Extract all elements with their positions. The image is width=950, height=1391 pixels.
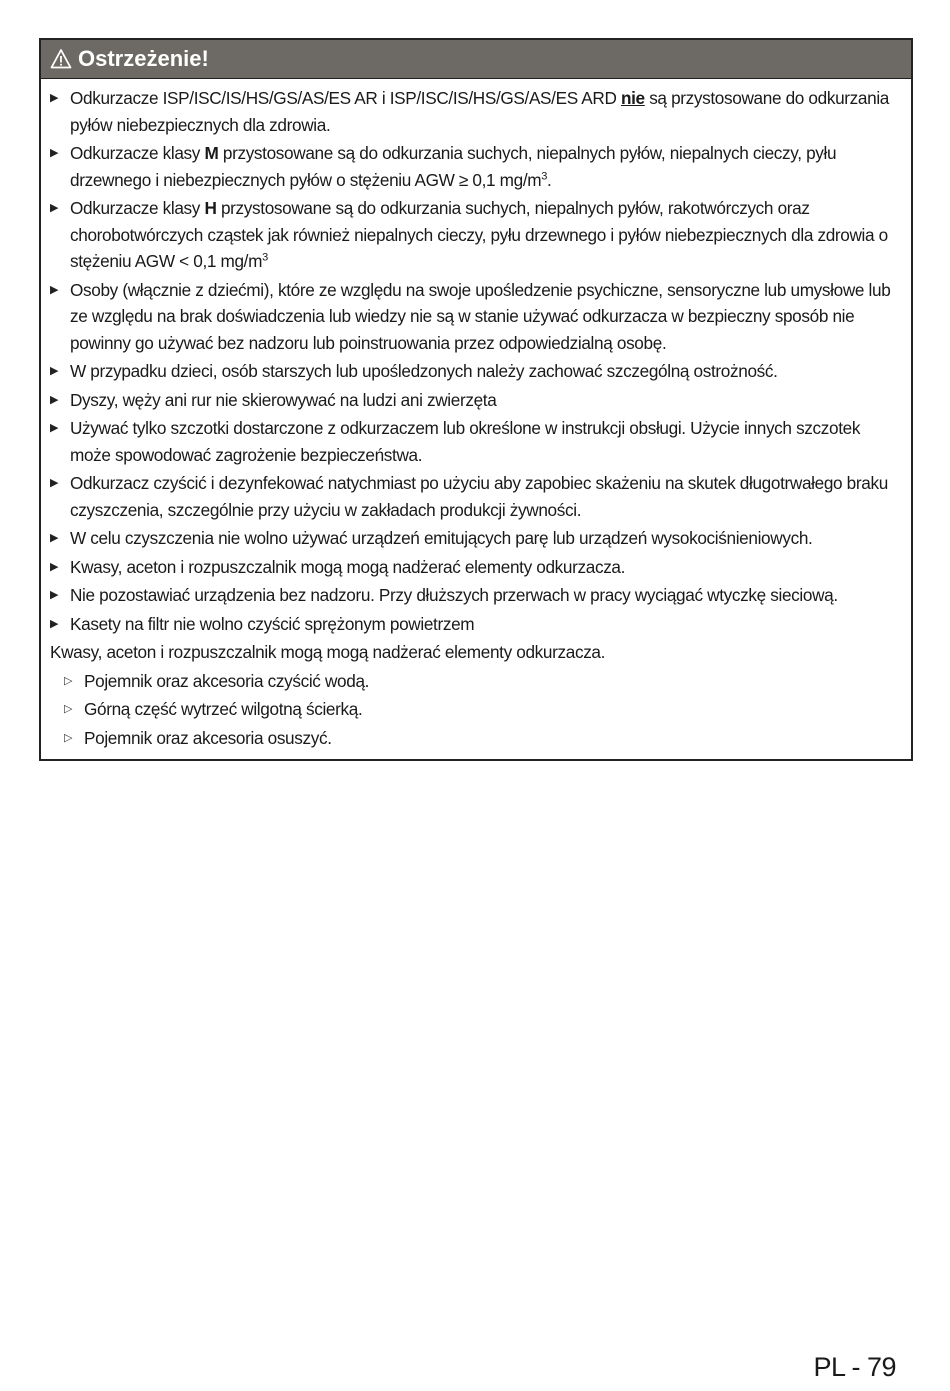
list-item: [50, 277, 899, 357]
bullet-arrow-icon: ▶: [50, 147, 59, 159]
hollow-arrow-icon: ▷: [64, 731, 73, 744]
bullet-arrow-icon: ▶: [50, 283, 59, 296]
list-item-text: Nie pozostawiać urządzenia bez nadzoru. Przy dłuższych przerwach w pracy wyciągać wtyczkę sieciową.: [70, 585, 838, 605]
sub-list-item-text: Pojemnik oraz akcesoria czyścić wodą.: [84, 670, 370, 691]
bullet-arrow-icon: ▶: [50, 477, 59, 489]
list-item-text: Kasety na filtr nie wolno czyścić sprężonym powietrzem: [70, 613, 475, 634]
list-item: [50, 387, 899, 414]
warning-body: [41, 79, 911, 759]
list-item-text: W celu czyszczenia nie wolno używać urządzeń emitujących parę lub urządzeń wysokociśnieniowych.: [70, 528, 813, 548]
page-number: PL - 79: [813, 1352, 896, 1382]
bullet-arrow-icon: ▶: [50, 560, 59, 573]
hollow-arrow-icon: ▷: [64, 703, 73, 715]
list-item-text: Kwasy, aceton i rozpuszczalnik mogą mogą nadżerać elementy odkurzacza.: [70, 556, 626, 577]
list-item-text: W przypadku dzieci, osób starszych lub upośledzonych należy zachować szczególną ostrożność.: [70, 361, 778, 381]
list-item-text: Używać tylko szczotki dostarczone z odkurzaczem lub określone w instrukcji obsługi. Użycie innych szczotek może spowodować zagrożenie bezpieczeństwa.: [70, 418, 861, 465]
bullet-arrow-icon: ▶: [50, 92, 59, 104]
emphasis-nie: nie: [620, 88, 645, 108]
sub-list-item: [50, 696, 899, 723]
sub-list-item-text: Pojemnik oraz akcesoria osuszyć.: [84, 727, 332, 748]
bullet-arrow-icon: ▶: [50, 617, 59, 630]
list-item: [50, 554, 899, 581]
warning-title: Ostrzeżenie!: [78, 46, 209, 71]
warning-box: [39, 38, 913, 761]
cleaning-note: Kwasy, aceton i rozpuszczalnik mogą mogą nadżerać elementy odkurzacza.: [50, 642, 606, 662]
list-item: [50, 582, 899, 609]
list-item: [50, 140, 899, 193]
bullet-arrow-icon: ▶: [50, 589, 59, 601]
class-m-label: M: [204, 143, 219, 163]
sub-list-item-text: Górną część wytrzeć wilgotną ścierką.: [84, 699, 363, 719]
list-item-text: Odkurzacze ISP/ISC/IS/HS/GS/AS/ES AR i ISP/ISC/IS/HS/GS/AS/ES ARD nie są przystosowane do odkurzania pyłów niebezpiecznych dla zdrowia.: [70, 88, 890, 135]
list-item-text: Odkurzacze klasy H przystosowane są do odkurzania suchych, niepalnych pyłów, rakotwórczych oraz chorobotwórczych cząstek jak również niepalnych cieczy, pyłu drzewnego i pyłów niebezpiecznych dla zdrowia o stężeniu AGW < 0,1 $mg/m^3$: [70, 198, 888, 271]
warning-header: [41, 40, 911, 79]
list-item: [50, 525, 899, 552]
list-item: [50, 85, 899, 138]
list-item: [50, 415, 899, 468]
list-item: [50, 470, 899, 523]
list-item-text: Odkurzacz czyścić i dezynfekować natychmiast po użyciu aby zapobiec skażeniu na skutek długotrwałego braku czyszczenia, szczególnie przy użyciu w zakładach produkcji żywności.: [70, 473, 888, 520]
list-item-text: Osoby (włącznie z dziećmi), które ze względu na swoje upośledzenie psychiczne, sensoryczne lub umysłowe lub ze względu na brak doświadczenia lub wiedzy nie są w stanie używać odkurzacza w bezpieczny sposób nie powinny go używać bez nadzoru lub poinstruowania przez odpowiedzialną osobę.: [70, 279, 891, 353]
bullet-arrow-icon: ▶: [50, 365, 59, 377]
list-item-text: Dyszy, węży ani rur nie skierowywać na ludzi ani zwierzęta: [70, 389, 497, 410]
bullet-arrow-icon: ▶: [50, 532, 59, 544]
bullet-arrow-icon: ▶: [50, 393, 59, 406]
hollow-arrow-icon: ▷: [64, 674, 73, 687]
warning-triangle-icon: [50, 48, 72, 70]
class-h-label: H: [204, 198, 217, 218]
bullet-arrow-icon: ▶: [50, 202, 59, 214]
list-item: [50, 195, 899, 275]
sub-list-item: [50, 668, 899, 695]
list-item: [50, 358, 899, 385]
sub-list-item: [50, 725, 899, 752]
list-item-text: Odkurzacze klasy M przystosowane są do odkurzania suchych, niepalnych pyłów, niepalnych cieczy, pyłu drzewnego i niebezpiecznych pyłów o stężeniu AGW ≥ 0,1 $mg/m^3$.: [70, 143, 837, 190]
bullet-arrow-icon: ▶: [50, 422, 59, 434]
list-item: [50, 611, 899, 638]
